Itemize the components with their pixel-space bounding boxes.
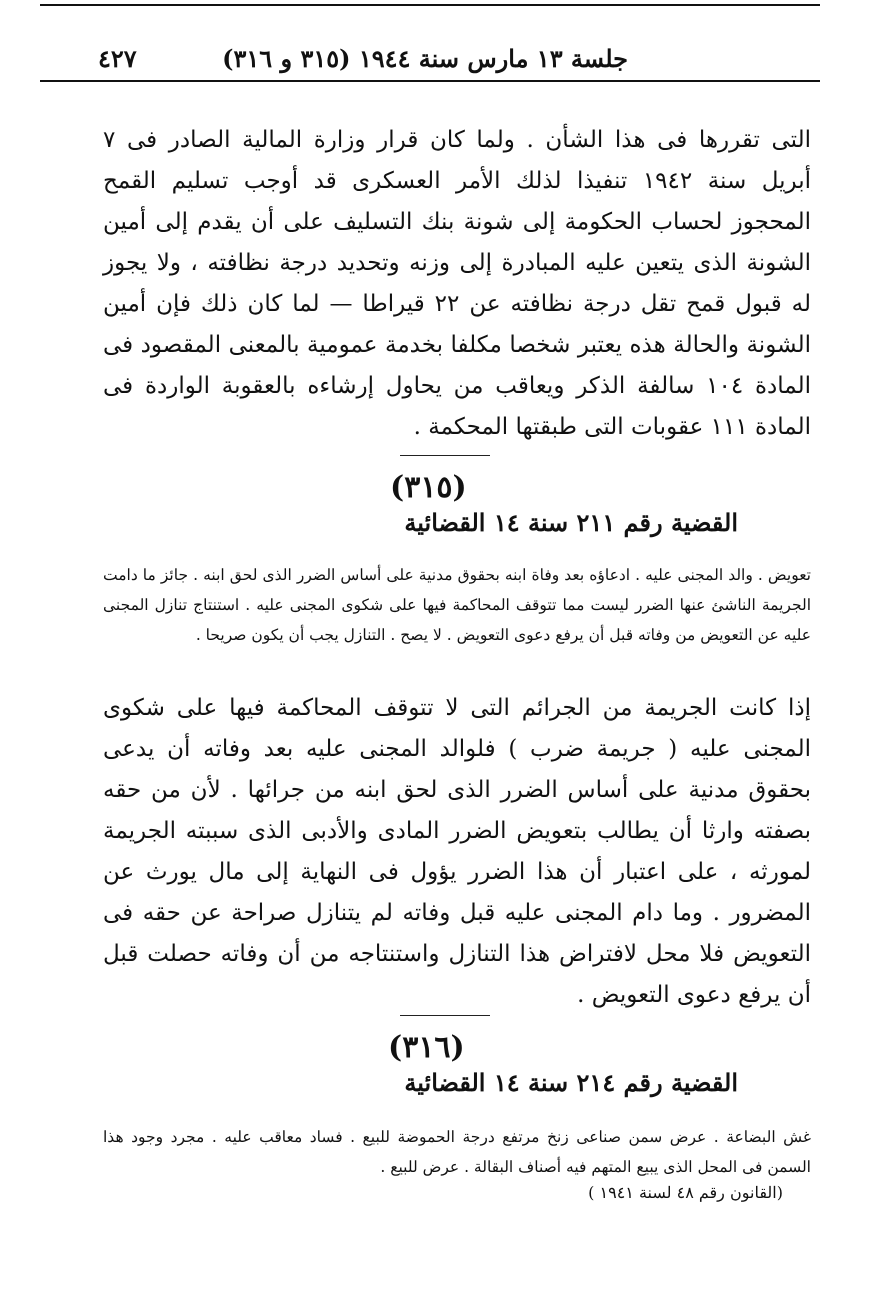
running-head: جلسة ١٣ مارس سنة ١٩٤٤ (٣١٥ و ٣١٦) [222,44,628,73]
section-divider [400,455,490,456]
intro-paragraph: التى تقررها فى هذا الشأن . ولما كان قرار وزارة المالية الصادر فى ٧ أبريل سنة ١٩٤٢ تنفيذا لذلك الأمر العسكرى قد أوجب تسليم القمح المحجوز لحساب الحكومة إلى شونة بنك التسليف على أن يقدم إلى أمين الشونة الذى يتعين عليه المبادرة إلى وزنه وتحديد درجة نظافته ، ولا يجوز له قبول قمح تقل درجة نظافته عن ٢٢ قيراطا — لما كان ذلك فإن أمين الشونة والحالة هذه يعتبر شخصا مكلفا بخدمة عمومية بالمعنى المقصود فى المادة ١٠٤ سالفة الذكر ويعاقب من يحاول إرشاءه بالعقوبة الواردة فى المادة ١١١ عقوبات التى طبقتها المحكمة . [103,127,812,440]
law-reference: (القانون رقم ٤٨ لسنة ١٩٤١ ) [588,1183,783,1202]
case-title: القضية رقم ٢١١ سنة ١٤ القضائية [404,508,738,537]
case-summary: تعويض . والد المجنى عليه . ادعاؤه بعد وفاة ابنه بحقوق مدنية على أساس الضرر الذى لحق ابنه . جائز ما دامت الجريمة الناشئ عنها الضرر ليست مما تتوقف المحاكمة فيها على شكوى المجنى عليه . استنتاج تنازل المجنى عليه عن التعويض من وفاته قبل أن يرفع دعوى التعويض . لا يصح . التنازل يجب أن يكون صريحا . [103,566,811,644]
case-number: (٣١٦) [388,1030,465,1065]
page-number: ٤٢٧ [98,44,137,73]
case-body: إذا كانت الجريمة من الجرائم التى لا تتوقف المحاكمة فيها على شكوى المجنى عليه ( جريمة ضرب ) فلوالد المجنى عليه بعد وفاته أن يدعى بحقوق مدنية على أساس الضرر الذى لحق ابنه من جرائها . لأن من حقه بصفته وارثا أن يطالب بتعويض الضرر المادى والأدبى الذى سببته الجريمة لمورثه ، على اعتبار أن هذا الضرر يؤول فى النهاية إلى مال يورث عن المضرور . وما دام المجنى عليه قبل وفاته لم يتنازل صراحة عن حقه فى التعويض فلا محل لافتراض هذا التنازل واستنتاجه من أن وفاته حصلت قبل أن يرفع دعوى التعويض . [103,695,811,1008]
header-rule [40,80,820,82]
case-number: (٣١٥) [390,470,467,505]
section-divider [400,1015,490,1016]
case-title: القضية رقم ٢١٤ سنة ١٤ القضائية [404,1068,738,1097]
case-summary: غش البضاعة . عرض سمن صناعى زنخ مرتفع درجة الحموضة للبيع . فساد معاقب عليه . مجرد وجود هذا السمن فى المحل الذى يبيع المتهم فيه أصناف البقالة . عرض للبيع . [103,1128,811,1176]
top-border-rule [40,4,820,6]
